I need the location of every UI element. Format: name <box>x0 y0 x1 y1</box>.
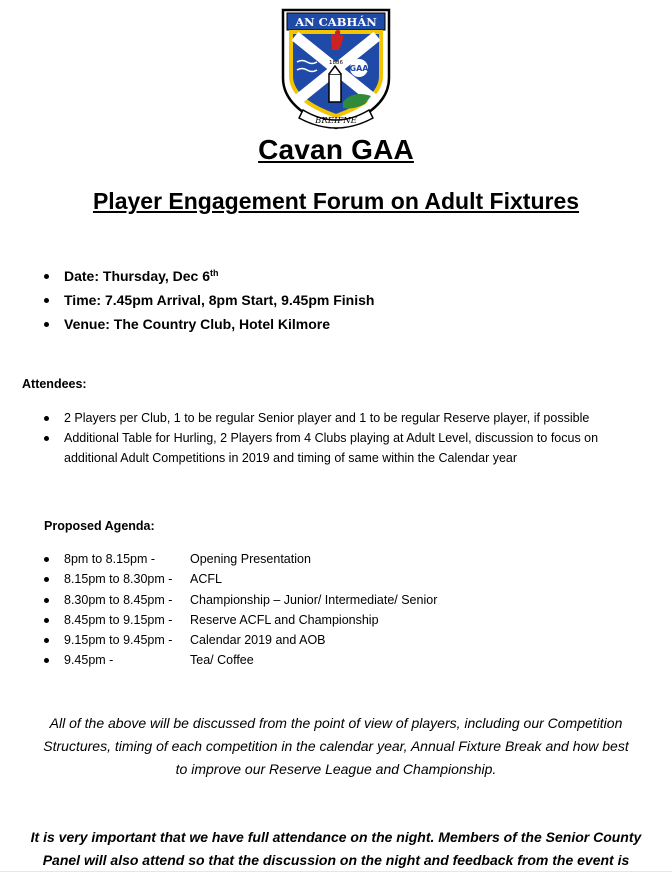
paragraph-line: It is very important that we have full attendance on the night. Members of the Senior County <box>30 829 642 845</box>
agenda-list <box>64 550 437 672</box>
crest-bottom-text: BREIFNE <box>315 116 357 126</box>
agenda-time: 8.15pm to 8.30pm - <box>64 572 173 587</box>
event-details-list <box>64 266 374 338</box>
paragraph-line: All of the above will be discussed from the point of view of players, including our Competition <box>49 715 623 731</box>
agenda-item <box>64 631 437 651</box>
paragraph-line: Panel will also attend so that the discussion on the night and feedback from the event is <box>42 852 630 868</box>
cavan-gaa-crest <box>277 6 395 130</box>
agenda-topic: Championship – Junior/ Intermediate/ Senior <box>190 592 438 607</box>
crest-year: 1886 <box>329 60 343 66</box>
agenda-topic: Reserve ACFL and Championship <box>190 612 379 627</box>
list-item: Additional Table for Hurling, 2 Players from 4 Clubs playing at Adult Level, discussion to focus on <box>64 428 598 448</box>
round-tower-icon <box>329 74 341 102</box>
gaa-logo-icon: GAA <box>349 64 369 73</box>
agenda-item <box>64 611 437 631</box>
agenda-topic: Calendar 2019 and AOB <box>190 633 326 648</box>
discussion-paragraph <box>0 712 672 781</box>
agenda-time: 8pm to 8.15pm - <box>64 552 156 566</box>
paragraph-line: to improve our Reserve League and Championship. <box>175 761 497 777</box>
list-item-continuation: additional Adult Competitions in 2019 and timing of same within the Calendar year <box>64 451 518 465</box>
crest-top-text: AN CABHÁN <box>295 15 377 29</box>
page-subtitle: Player Engagement Forum on Adult Fixtures <box>92 188 580 214</box>
agenda-topic: Tea/ Coffee <box>190 653 254 668</box>
agenda-time: 8.45pm to 9.15pm - <box>64 612 173 627</box>
attendance-paragraph <box>0 826 672 872</box>
agenda-item <box>64 570 437 590</box>
event-date-suffix: th <box>210 268 219 278</box>
agenda-topic: Opening Presentation <box>190 552 311 566</box>
paragraph-line: Structures, timing of each competition in the calendar year, Annual Fixture Break and how best <box>43 738 629 754</box>
agenda-topic: ACFL <box>190 572 222 587</box>
agenda-item <box>64 550 437 570</box>
page-edge-divider <box>0 871 672 872</box>
agenda-item <box>64 651 437 671</box>
agenda-heading: Proposed Agenda: <box>44 519 155 533</box>
agenda-time: 8.30pm to 8.45pm - <box>64 592 173 607</box>
attendees-heading: Attendees: <box>22 377 87 391</box>
event-venue: Venue: The Country Club, Hotel Kilmore <box>64 314 374 338</box>
attendees-list <box>64 408 598 468</box>
page-title: Cavan GAA <box>258 134 414 165</box>
agenda-time: 9.15pm to 9.45pm - <box>64 633 173 648</box>
list-item: 2 Players per Club, 1 to be regular Senior player and 1 to be regular Reserve player, if possible <box>64 408 598 428</box>
event-date-text: Date: Thursday, Dec 6 <box>64 268 211 284</box>
event-time: Time: 7.45pm Arrival, 8pm Start, 9.45pm Finish <box>64 290 374 314</box>
agenda-time: 9.45pm - <box>64 653 114 668</box>
event-date <box>64 266 374 290</box>
agenda-item <box>64 591 437 611</box>
